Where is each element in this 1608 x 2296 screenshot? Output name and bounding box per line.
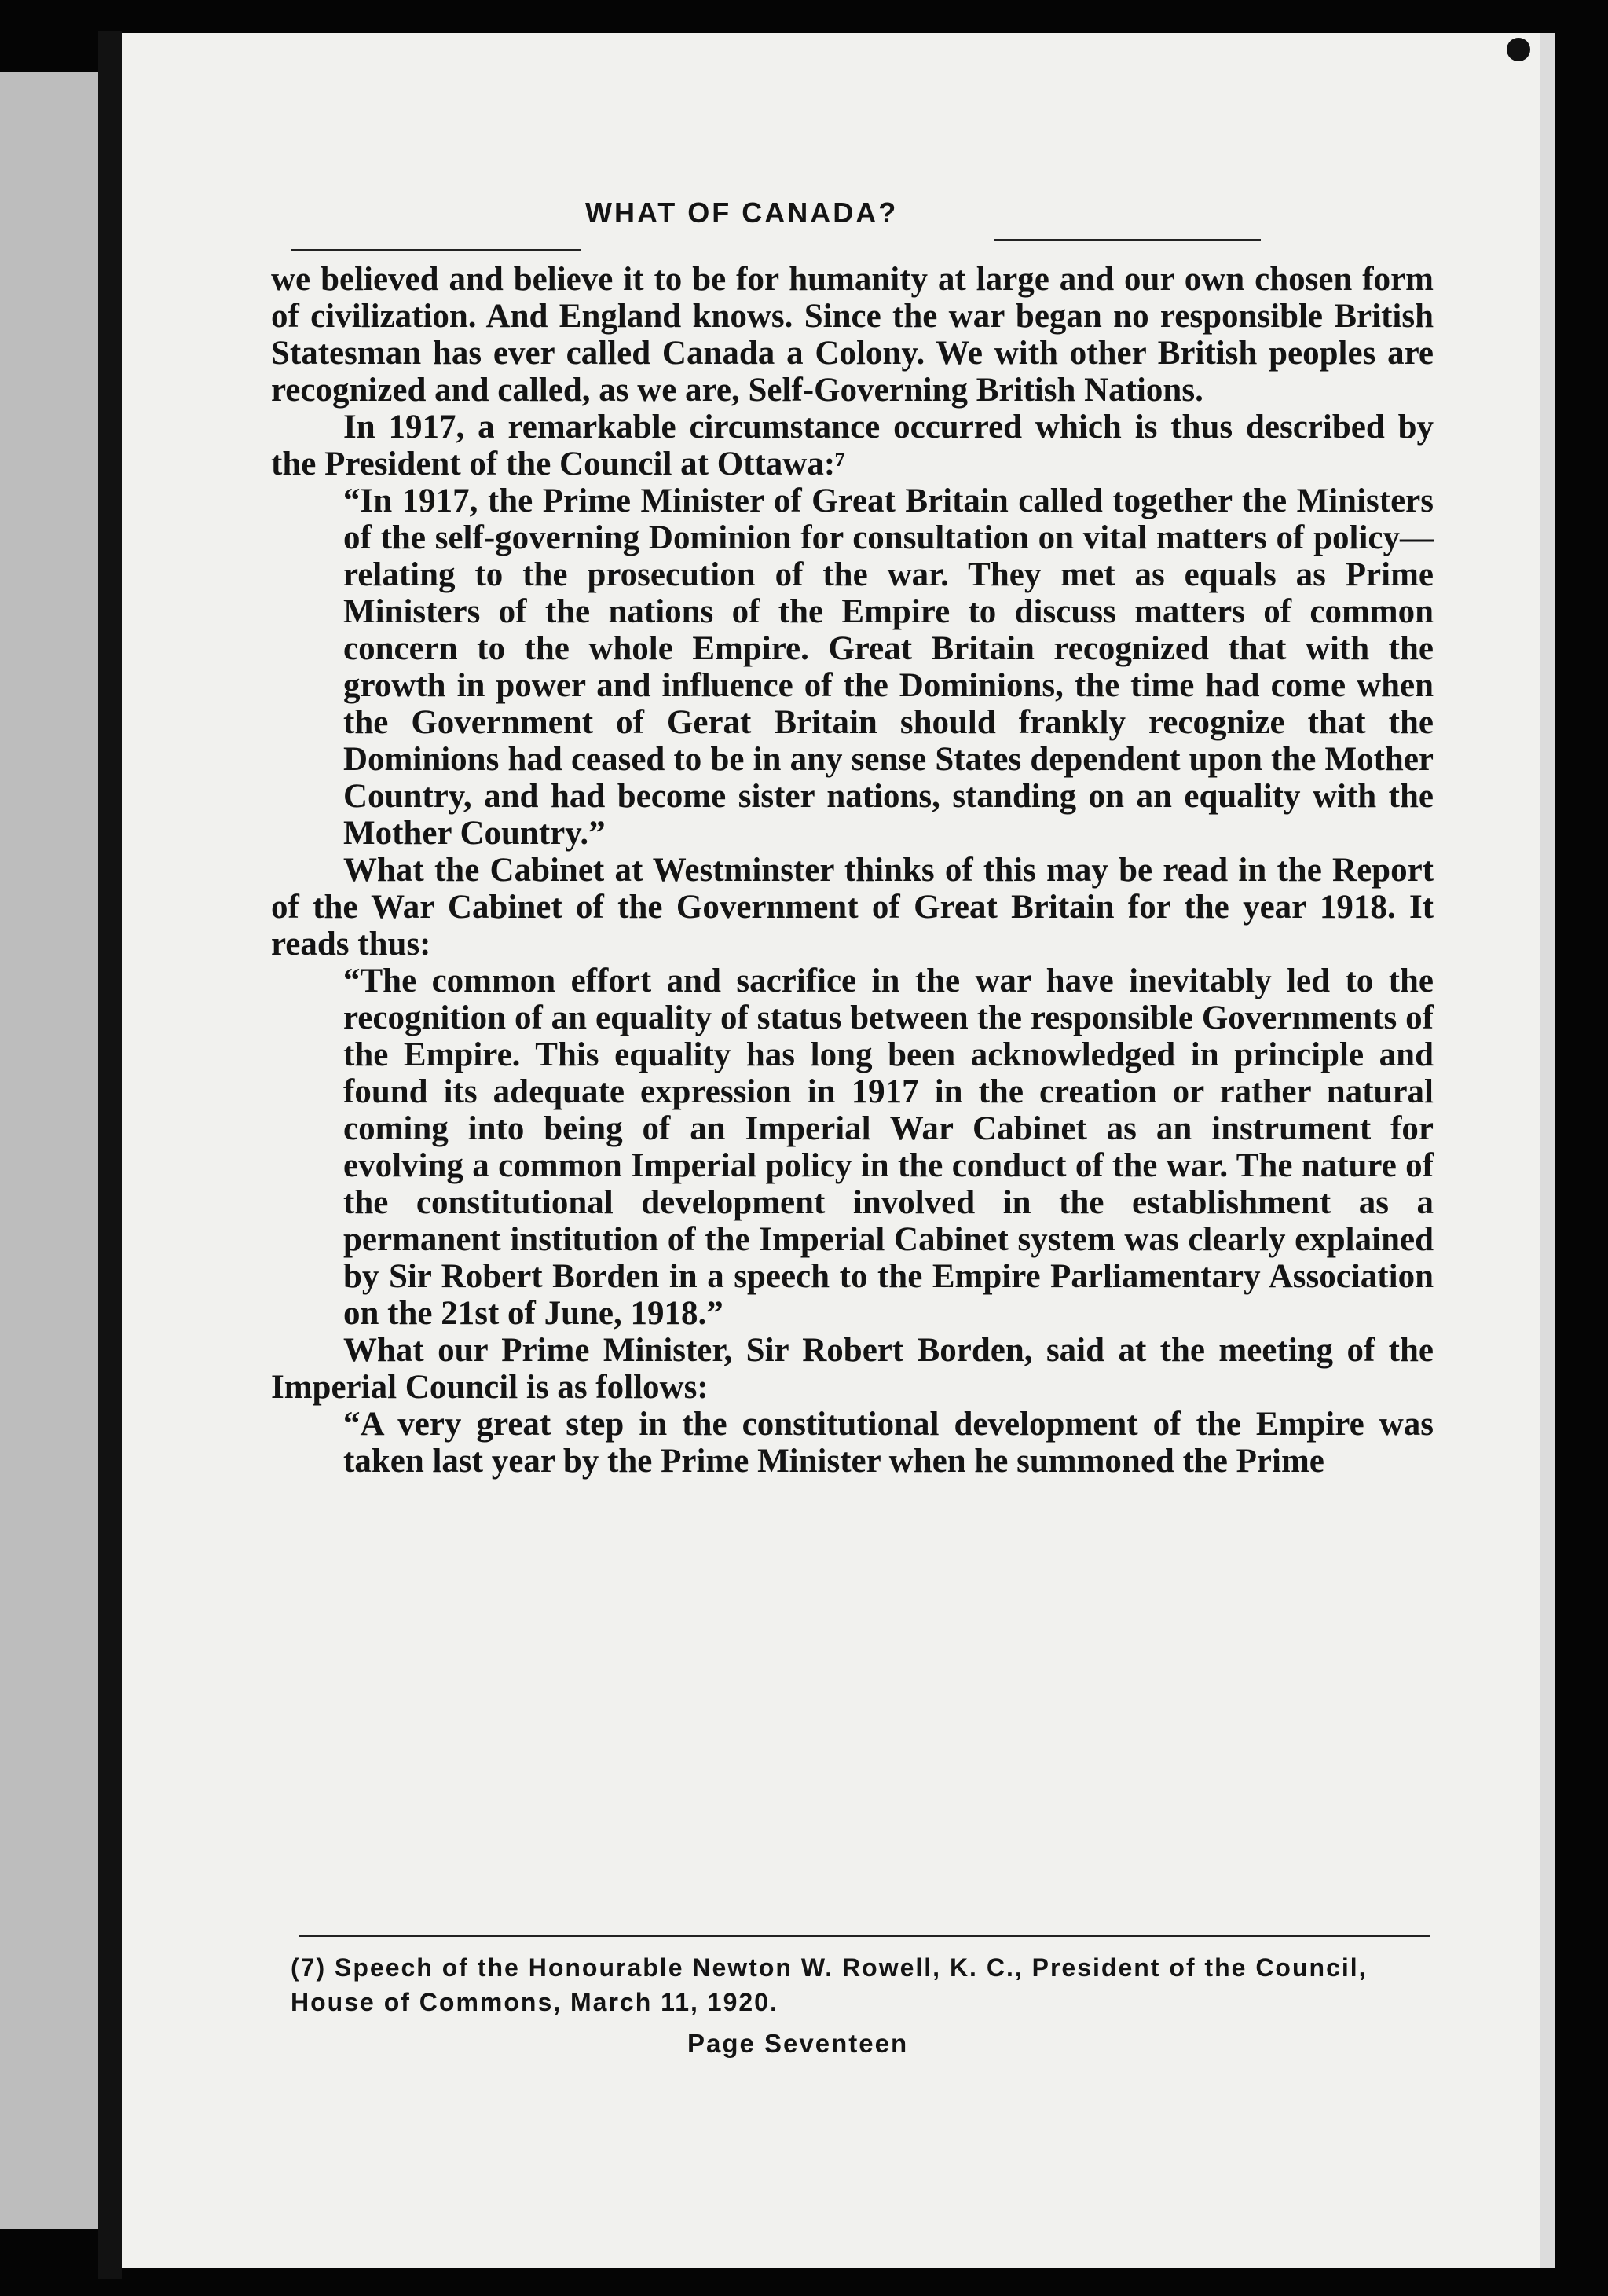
header-rule-right — [994, 239, 1261, 241]
right-page-edge — [1540, 33, 1555, 2268]
book-page — [122, 33, 1540, 2268]
left-page-edge — [0, 72, 98, 2229]
book-spine — [98, 31, 122, 2279]
footnote: (7) Speech of the Honourable Newton W. Rowell, K. C., President of the Council, House of Commons, March 11, 1920. — [291, 1953, 1368, 2016]
quote-war-cabinet-report: “The common effort and sacrifice in the war have inevitably led to the recognition of an equality of status between the responsible Governments of the Empire. This equality has long been acknowledged in principle and found its adequate expression in 1917 in the creation or rather natural coming into being of an Imperial War Cabinet as an instrument for evolving a common Imperial policy in the conduct of the war. The nature of the constitutional development involved in the establishment as a permanent institution of the Imperial Cabinet system was clearly explained by Sir Robert Borden in a speech to the Empire Parliamentary Association on the 21st of June, 1918.” — [343, 963, 1434, 1332]
paragraph-continued: we believed and believe it to be for humanity at large and our own chosen form of civilization. And England knows. Since the war began no responsible British Statesman has ever called Canada a Colony. We with other British peoples are recognized and called, as we are, Self-Governing British Nations. — [271, 261, 1434, 409]
quote-rowell: “In 1917, the Prime Minister of Great Britain called together the Ministers of the self-governing Dominion for consultation on vital matters of policy—relating to the prosecution of the war. They met as equals as Prime Ministers of the nations of the Empire to discuss matters of common concern to the whole Empire. Great Britain recognized that with the growth in power and influence of the Dominions, the time had come when the Government of Gerat Britain should frankly recognize that the Dominions had ceased to be in any sense States dependent upon the Mother Country, and had become sister nations, standing on an equality with the Mother Country.” — [343, 482, 1434, 852]
paragraph-borden-intro: What our Prime Minister, Sir Robert Borden, said at the meeting of the Imperial Council is as follows: — [271, 1332, 1434, 1406]
running-head: WHAT OF CANADA? — [585, 196, 899, 229]
footnote-rule — [299, 1935, 1430, 1937]
corner-mark — [1507, 38, 1530, 61]
page-number: Page Seventeen — [687, 2029, 909, 2058]
paragraph-1917-circumstance: In 1917, a remarkable circumstance occurred which is thus described by the President of the Council at Ottawa:⁷ — [271, 409, 1434, 482]
body-text — [271, 261, 1434, 1480]
header-rule-left — [291, 249, 581, 251]
paragraph-westminster: What the Cabinet at Westminster thinks of this may be read in the Report of the War Cabinet of the Government of Great Britain for the year 1918. It reads thus: — [271, 852, 1434, 963]
quote-borden: “A very great step in the constitutional development of the Empire was taken last year by the Prime Minister when he summoned the Prime — [343, 1406, 1434, 1480]
